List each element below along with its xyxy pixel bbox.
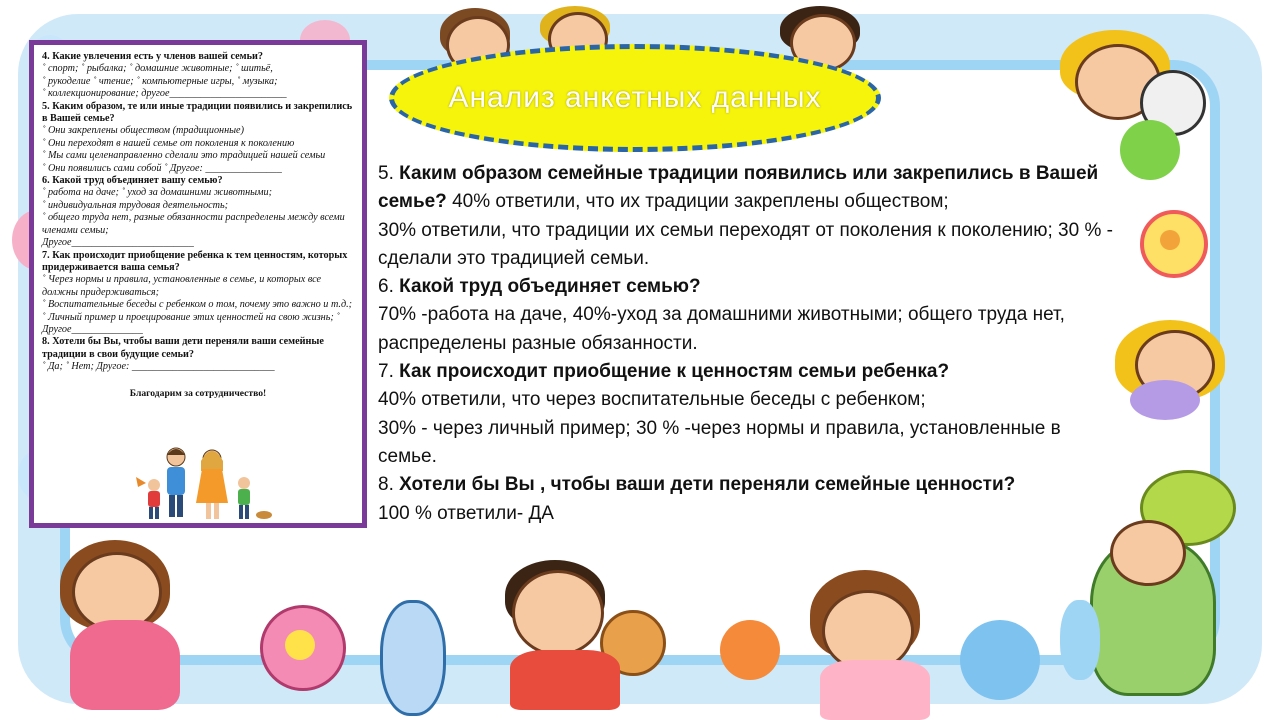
analysis-text — [378, 160, 1118, 528]
analysis-paragraph — [378, 471, 1118, 499]
questionnaire-line: 8. Хотели бы Вы, чтобы ваши дети переняли ваши семейные традиции в свои будущие семьи? — [42, 336, 324, 360]
analysis-paragraph — [378, 301, 1118, 358]
questionnaire-line: 5. Каким образом, те или иные традиции появились и закрепились в Вашей семье? — [42, 100, 353, 125]
answer-text: 30% ответили, что традиции их семьи переходят от поколения к поколению; 30 % - сделали это традицией семьи. — [378, 219, 1113, 269]
question-number: 6. — [378, 276, 400, 298]
questionnaire-line: ˚ Они появились сами собой ˚ Другое: _______________ — [42, 162, 282, 174]
question-number: 8. — [378, 474, 400, 496]
answer-text: 30% - через личный пример; 30 % -через нормы и правила, установленные в семье. — [378, 417, 1061, 467]
questionnaire-line: 4. Какие увлечения есть у членов вашей семьи? — [42, 51, 263, 62]
analysis-paragraph — [378, 160, 1118, 217]
questionnaire-line: ˚ Они переходят в нашей семье от поколения к поколению — [42, 137, 295, 149]
analysis-paragraph — [378, 386, 1118, 414]
questionnaire-line: ˚ индивидуальная трудовая деятельность; — [42, 199, 229, 211]
questionnaire-line: Другое________________________ — [42, 237, 194, 249]
analysis-paragraph — [378, 273, 1118, 301]
questionnaire-line: 7. Как происходит приобщение ребенка к тем ценностям, которых придерживается ваша семья? — [42, 249, 348, 273]
question-text: Каким образом семейные традиции появились или закрепились в Вашей семье? — [378, 163, 1099, 213]
questionnaire-line: ˚ Через нормы и правила, установленные в семье, и которых все должны придерживаться; — [42, 274, 322, 298]
answer-text: 40% ответили, что их традиции закреплены обществом; — [446, 191, 949, 213]
question-number: 7. — [378, 361, 400, 383]
questionnaire-line: ˚ Воспитательные беседы с ребенком о том, почему это важно и т.д.; ˚ Личный пример и проецирование этих ценностей на свою жизнь; ˚ Другое______________ — [42, 299, 353, 335]
answer-text: 70% -работа на даче, 40%-уход за домашними животными; общего труда нет, распределены разные обязанности. — [378, 304, 1065, 354]
question-number: 5. — [378, 163, 400, 184]
family-illustration — [134, 443, 274, 523]
questionnaire-line: ˚ спорт; ˚ рыбалка; ˚ домашние животные; ˚ шитьё, — [42, 63, 273, 75]
answer-text: 100 % ответили- ДА — [378, 502, 554, 524]
question-text: Хотели бы Вы , чтобы ваши дети переняли семейные ценности? — [399, 474, 1016, 496]
questionnaire-line: ˚ Они закреплены обществом (традиционные) — [42, 125, 244, 137]
answer-text: 40% ответили, что через воспитательные беседы с ребенком; — [378, 389, 926, 411]
page-title: Анализ анкетных данных — [448, 81, 822, 114]
title-banner — [389, 44, 881, 152]
analysis-paragraph — [378, 500, 1118, 528]
questionnaire-line: ˚ коллекционирование; другое_______________________ — [42, 88, 287, 100]
questionnaire-line: ˚ общего труда нет, разные обязанности распределены между всеми членами семьи; — [42, 212, 345, 236]
questionnaire-line: 6. Какой труд объединяет вашу семью? — [42, 175, 223, 187]
questionnaire-line: ˚ рукоделие ˚ чтение; ˚ компьютерные игры, ˚ музыка; — [42, 75, 278, 87]
question-text: Какой труд объединяет семью? — [399, 276, 701, 298]
analysis-paragraph — [378, 358, 1118, 386]
analysis-paragraph — [378, 217, 1118, 274]
questionnaire-line: ˚ Мы сами целенаправленно сделали это традицией нашей семьи — [42, 150, 326, 162]
question-text: Как происходит приобщение к ценностям семьи ребенка? — [399, 361, 950, 383]
questionnaire-thanks: Благодарим за сотрудничество! — [129, 387, 267, 399]
questionnaire-line: ˚ Да; ˚ Нет; Другое: ____________________________ — [42, 361, 275, 373]
questionnaire-image — [29, 40, 367, 528]
questionnaire-line: ˚ работа на даче; ˚ уход за домашними животными; — [42, 187, 273, 199]
analysis-paragraph — [378, 415, 1118, 472]
